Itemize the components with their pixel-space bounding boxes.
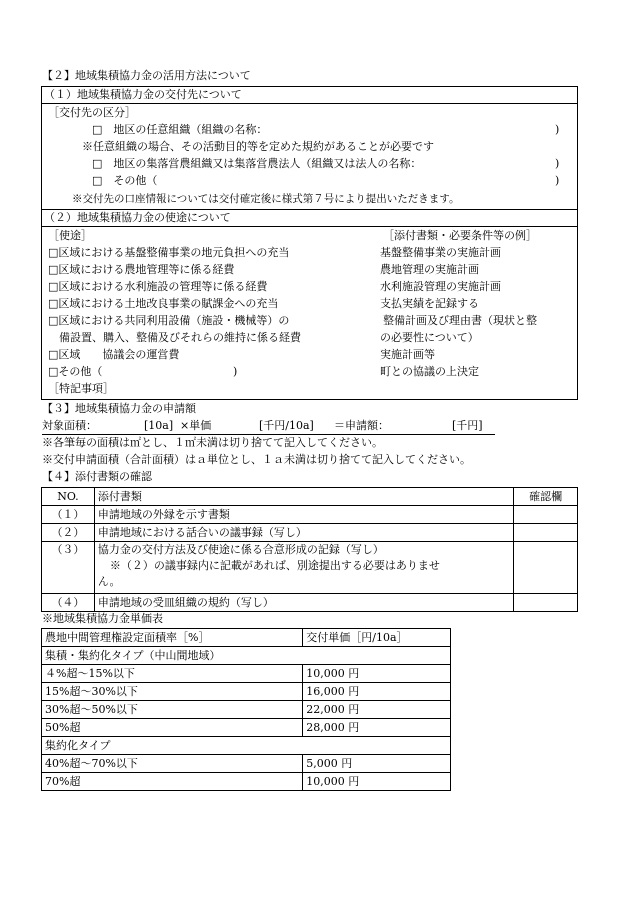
sub2-title: （２）地域集積協力金の使途について: [44, 211, 231, 224]
rate-range: 15%超～30%以下: [42, 683, 303, 701]
times-price: ×単価: [180, 419, 212, 432]
use-doc: 整備計画及び理由書（現状と整: [383, 314, 537, 327]
rate-table: [41, 628, 451, 791]
kubun-label: ［交付先の区分］: [48, 106, 136, 119]
use-doc: 町との協議の上決定: [380, 365, 479, 378]
header-check: 確認欄: [514, 488, 578, 506]
use-label: ［使途］: [48, 229, 92, 242]
use-doc: 基盤整備事業の実施計画: [380, 246, 501, 259]
formula-underline: [42, 434, 495, 435]
header-price: 交付単価［円/10a］: [303, 629, 451, 647]
divider: [41, 103, 578, 104]
section2-title: 【２】地域集積協力金の活用方法について: [42, 69, 251, 82]
group-label: 集積・集約化タイプ（中山間地域）: [42, 647, 451, 665]
row-doc-note-cont: ん。: [97, 575, 121, 588]
divider: [41, 209, 578, 210]
close-paren: ): [555, 123, 560, 136]
equals-amount: ＝申請額：: [334, 419, 389, 432]
row-no: （３）: [42, 542, 95, 594]
header-rate: 農地中間管理権設定面積率［%］: [42, 629, 303, 647]
table-row: [42, 683, 451, 701]
close-paren: ): [555, 174, 560, 187]
table-row: [42, 542, 578, 594]
row-doc: [94, 542, 513, 594]
use-doc: 支払実績を記録する: [380, 297, 479, 310]
use-doc: の必要性について）: [380, 331, 479, 344]
header-no: NO.: [42, 488, 95, 506]
use-item-cont: 備設置、購入、整備及びそれらの維持に係る経費: [59, 331, 301, 344]
rate-range: 40%超～70%以下: [42, 755, 303, 773]
area-note-2: ※交付申請面積（合計面積）はａ単位とし、１ａ未満は切り捨てて記入してください。: [42, 453, 471, 466]
use-item[interactable]: □区域における土地改良事業の賦課金への充当: [48, 297, 279, 310]
use-doc: 水利施設管理の実施計画: [380, 280, 501, 293]
table-row: [42, 506, 578, 524]
area-unit: [10a]: [144, 419, 174, 432]
close-paren: ): [233, 365, 238, 378]
use-item[interactable]: □区域における水利施設の管理等に係る経費: [48, 280, 268, 293]
recipient-option-voluntary[interactable]: □ 地区の任意組織（組織の名称：: [92, 123, 268, 136]
table-row: [42, 524, 578, 542]
voluntary-note: ※任意組織の場合、その活動目的等を定めた規約があることが必要です: [82, 140, 434, 153]
sub1-title: （１）地域集積協力金の交付先について: [44, 88, 242, 101]
rate-price: 10,000 円: [303, 665, 451, 683]
area-note-1: ※各筆毎の面積は㎡とし、１㎡未満は切り捨てて記入してください。: [42, 436, 383, 449]
use-item[interactable]: □区域における共同利用設備（施設・機械等）の: [48, 314, 290, 327]
price-unit: [千円/10a]: [259, 419, 314, 432]
row-doc-note: ※（２）の議事録内に記載があれば、別途提出する必要はありませ: [109, 559, 440, 572]
row-no: （１）: [42, 506, 95, 524]
divider: [41, 226, 578, 227]
section4-title: 【４】添付書類の確認: [42, 470, 152, 483]
account-note: ※交付先の口座情報については交付確定後に様式第７号により提出いただきます。: [72, 193, 460, 205]
rate-range: 50%超: [42, 719, 303, 737]
rate-price: 5,000 円: [303, 755, 451, 773]
table-row: [42, 701, 451, 719]
group-label: 集約化タイプ: [42, 737, 451, 755]
attachments-table: [41, 487, 578, 612]
row-doc: 申請地域の受皿組織の規約（写し）: [94, 594, 513, 612]
area-label: 対象面積：: [42, 419, 97, 432]
recipient-option-other[interactable]: □ その他（: [92, 174, 158, 187]
use-item[interactable]: □その他（: [48, 365, 103, 378]
doc-label: ［添付書類・必要条件等の例］: [383, 229, 537, 242]
rate-table-title: ※地域集積協力金単価表: [42, 612, 163, 625]
table-row: [42, 719, 451, 737]
table-row: [42, 665, 451, 683]
rate-range: ４%超～15%以下: [42, 665, 303, 683]
special-label: ［特記事項］: [48, 382, 114, 395]
use-item[interactable]: □区域における基盤整備事業の地元負担への充当: [48, 246, 290, 259]
header-doc: 添付書類: [94, 488, 513, 506]
rate-range: 30%超～50%以下: [42, 701, 303, 719]
rate-header-row: [42, 629, 451, 647]
row-no: （２）: [42, 524, 95, 542]
row-doc-main: 協力金の交付方法及び使途に係る合意形成の記録（写し）: [97, 543, 384, 556]
use-item[interactable]: □区域 協議会の運営費: [48, 348, 180, 361]
rate-range: 70%超: [42, 773, 303, 791]
check-cell[interactable]: [514, 506, 578, 524]
row-doc: 申請地域における話合いの議事録（写し）: [94, 524, 513, 542]
table-row: [42, 773, 451, 791]
check-cell[interactable]: [514, 594, 578, 612]
table-row: [42, 755, 451, 773]
table-header-row: [42, 488, 578, 506]
use-doc: 農地管理の実施計画: [380, 263, 479, 276]
rate-price: 10,000 円: [303, 773, 451, 791]
table-row: [42, 594, 578, 612]
rate-price: 22,000 円: [303, 701, 451, 719]
rate-price: 16,000 円: [303, 683, 451, 701]
recipient-option-farming-org[interactable]: □ 地区の集落営農組織又は集落営農法人（組織又は法人の名称：: [92, 157, 422, 170]
row-no: （４）: [42, 594, 95, 612]
section3-title: 【３】地域集積協力金の申請額: [42, 402, 196, 415]
rate-price: 28,000 円: [303, 719, 451, 737]
check-cell[interactable]: [514, 524, 578, 542]
group-row: [42, 647, 451, 665]
use-item[interactable]: □区域における農地管理等に係る経費: [48, 263, 235, 276]
row-doc: 申請地域の外縁を示す書類: [94, 506, 513, 524]
amount-unit: [千円]: [452, 419, 483, 432]
group-row: [42, 737, 451, 755]
use-doc: 実施計画等: [380, 348, 435, 361]
close-paren: ): [555, 157, 560, 170]
check-cell[interactable]: [514, 542, 578, 594]
